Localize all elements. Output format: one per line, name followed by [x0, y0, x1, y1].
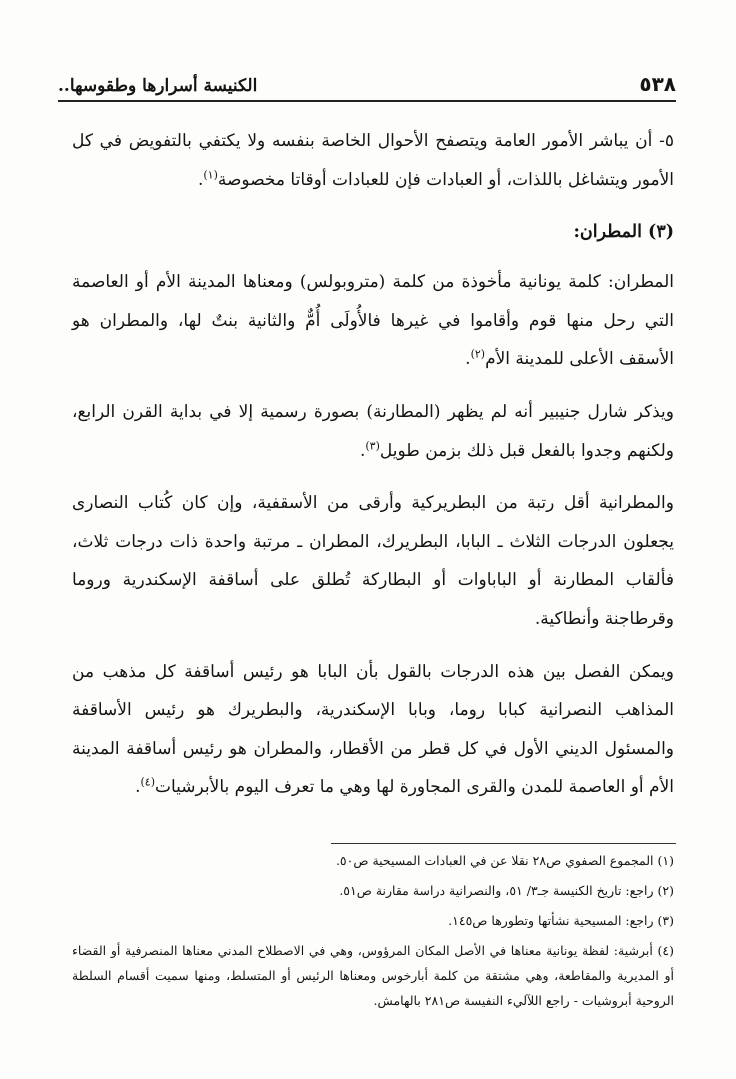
footnote-ref-3: (٣): [365, 438, 380, 452]
footnote: (١) المجموع الصفوي ص٢٨ نقلا عن في العبادات المسيحية ص٥٠.: [335, 853, 674, 868]
paragraph-metropolitan-definition: المطران: كلمة يونانية مأخوذة من كلمة (متروبولس) ومعناها المدينة الأم أو العاصمة التي رحل منها قوم وأقاموا في غيرها فالأُولَى أُمٌّ والثانية بنتٌ لها، والمطران هو الأسقف الأعلى للمدينة الأم$^{(٢)}$.: [72, 272, 674, 370]
paragraph-ranks: والمطرانية أقل رتبة من البطريركية وأرقى من الأسقفية، وإن كان كُتاب النصارى يجعلون الدرجات الثلاث ـ البابا، البطريرك، المطران ـ مرتبة واحدة ذات درجات ثلاث، فألقاب المطارنة أو الباباوات أو البطاركة تُطلق على أساقفة الإسكندرية وروما وقرطاجنة وأنطاكية.: [72, 493, 674, 629]
header-divider: [58, 100, 676, 102]
footnote-ref-2: (٢): [470, 347, 486, 361]
page-number: ٥٣٨: [639, 72, 676, 96]
list-item-5: ٥- أن يباشر الأمور العامة ويتصفح الأحوال الخاصة بنفسه ولا يكتفي بالتفويض في كل الأمور ويتشاغل باللذات، أو العبادات فإن للعبادات أوقاتا مخصوصة$^{(١)}$.: [72, 131, 674, 190]
paragraph-distinction: ويمكن الفصل بين هذه الدرجات بالقول بأن البابا هو رئيس أساقفة كل مذهب من المذاهب النصرانية كبابا روما، وبابا الإسكندرية، والبطريرك هو رئيس الأساقفة والمسئول الديني الأول في كل قطر من الأقطار، والمطران هو رئيس أساقفة المدينة الأم أو العاصمة للمدن والقرى المجاورة لها وهي ما تعرف اليوم بالأبرشيات$^{(٤)}$.: [72, 661, 674, 798]
running-title: الكنيسة أسرارها وطقوسها..: [58, 76, 258, 96]
footnote-divider: [331, 843, 676, 844]
footnote: (٣) راجع: المسيحية نشأتها وتطورها ص١٤٥.: [448, 913, 674, 928]
section-heading: (٣) المطران:: [573, 222, 674, 243]
page-header: [58, 62, 676, 96]
footnotes: [72, 848, 674, 1018]
footnote-ref-4: (٤): [140, 775, 155, 789]
footnote-ref-1: (١): [203, 167, 218, 181]
paragraph-guignebert: ويذكر شارل جنيبير أنه لم يظهر (المطارنة) بصورة رسمية إلا في بداية القرن الرابع، ولكنهم وجدوا بالفعل قبل ذلك بزمن طويل$^{(٣)}$.: [72, 401, 674, 461]
main-text: [72, 122, 674, 821]
footnote: (٢) راجع: تاريخ الكنيسة جـ٣/ ٥١، والنصرانية دراسة مقارنة ص٥١.: [339, 883, 674, 898]
footnote: (٤) أبرشية: لفظة يونانية معناها في الأصل المكان المرؤوس، وهي في الاصطلاح المدني معناها المنصرفية أو القضاء أو المديرية والمقاطعة، وهي مشتقة من كلمة أبارخوس ومعناها الرئيس أو المتسلط، ومنها سميت أقسام السلطة الروحية أبروشيات - راجع اللآليء النفيسة ص٢٨١ بالهامش.: [72, 943, 674, 1008]
